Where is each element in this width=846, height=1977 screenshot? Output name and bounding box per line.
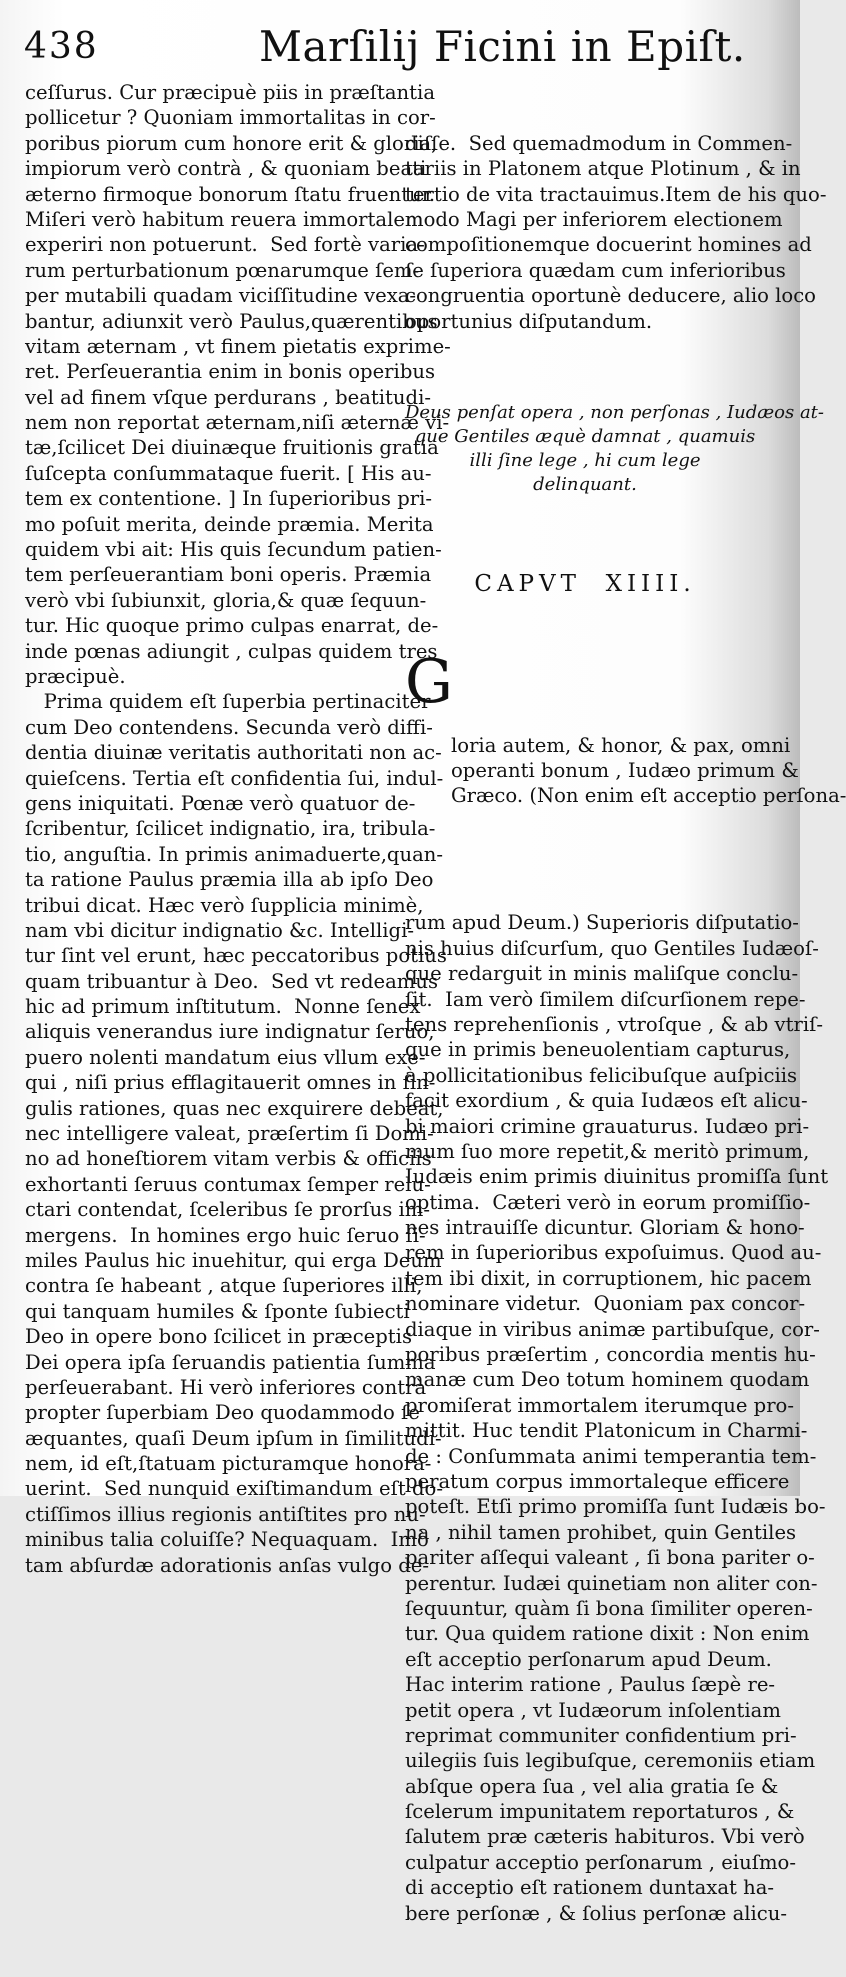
text-line: optima. Cæteri verò in eorum promiſſio- bbox=[405, 1190, 811, 1214]
text-line: facit exordium , & quia Iudæos eſt alicu- bbox=[405, 1089, 808, 1113]
text-line: Deus penſat opera , non perſonas , Iudæos at- bbox=[405, 401, 825, 423]
text-line: nec intelligere valeat, præſertim ſi Domi- bbox=[25, 1122, 434, 1146]
text-line: rum apud Deum.) Superioris diſputatio- bbox=[405, 911, 799, 935]
text-line: gulis rationes, quas nec exquirere debeat, bbox=[25, 1096, 444, 1120]
text-line: di acceptio eſt rationem duntaxat ha- bbox=[405, 1876, 775, 1900]
text-line: contra ſe habeant , atque ſuperiores illi, bbox=[25, 1274, 423, 1298]
text-line: ceſſurus. Cur præcipuè piis in præſtantia bbox=[25, 81, 435, 104]
text-line: Prima quidem eſt ſuperbia pertinaciter bbox=[25, 690, 431, 714]
text-line: tam abſurdæ adorationis anſas vulgo de- bbox=[25, 1553, 429, 1577]
text-line: Deo in opere bono ſcilicet in præceptis bbox=[25, 1325, 412, 1349]
text-line: Dei opera ipſa ſeruandis patientia ſumma bbox=[25, 1350, 436, 1374]
text-line: qui , niſi prius efflagitauerit omnes in ſin- bbox=[25, 1071, 436, 1095]
text-line: modo Magi per inferiorem electionem bbox=[405, 207, 783, 231]
text-line: per mutabili quadam viciſſitudine vexa- bbox=[25, 284, 417, 308]
text-line: pariter aſſequi valeant , ſi bona pariter o- bbox=[405, 1546, 815, 1570]
text-line: Miſeri verò habitum reuera immortalem bbox=[25, 207, 424, 231]
chapter-heading: CAPVT XIIII. bbox=[474, 570, 696, 597]
text-line: oportunius diſputandum. bbox=[405, 309, 653, 333]
text-line: tem perſeuerantiam boni operis. Præmia bbox=[25, 563, 432, 587]
text-line: tio, anguſtia. In primis animaduerte,quan- bbox=[25, 842, 444, 866]
text-line: à pollicitationibus felicibuſque auſpiciis bbox=[405, 1063, 798, 1087]
text-line: peratum corpus immortaleque efficere bbox=[405, 1469, 790, 1493]
text-line: que Gentiles æquè damnat , quamuis bbox=[414, 425, 756, 447]
text-line: nes intrauiſſe dicuntur. Gloriam & hono- bbox=[405, 1216, 805, 1240]
text-line: poribus piorum cum honore erit & gloria, bbox=[25, 131, 438, 155]
text-line: ſit. Iam verò ſimilem diſcurſionem repe- bbox=[405, 987, 806, 1011]
page-header bbox=[24, 22, 764, 82]
text-line: diſſe. Sed quemadmodum in Commen- bbox=[405, 131, 793, 155]
drop-cap-lines bbox=[405, 733, 846, 809]
text-line: nem non reportat æternam,niſi æternæ vi- bbox=[25, 411, 450, 435]
text-line: experiri non potuerunt. Sed fortè varia- bbox=[25, 233, 425, 257]
text-line: ctiſſimos illius regionis antiſtites pro nu- bbox=[25, 1502, 426, 1526]
text-line: que in primis beneuolentiam capturus, bbox=[405, 1038, 791, 1062]
text-line: puero nolenti mandatum eius vllum exe- bbox=[25, 1045, 426, 1069]
text-line: quieſcens. Tertia eſt confidentia ſui, indul- bbox=[25, 766, 444, 790]
text-line: hic ad primum inſtitutum. Nonne ſenex bbox=[25, 995, 421, 1019]
text-line: tur ſint vel erunt, hæc peccatoribus potius bbox=[25, 944, 447, 968]
text-line: tur. Qua quidem ratione dixit : Non enim bbox=[405, 1622, 810, 1646]
text-line: qui tanquam humiles & ſponte ſubiecti bbox=[25, 1299, 410, 1323]
text-line: ſequuntur, quàm ſi bona ſimiliter operen- bbox=[405, 1596, 813, 1620]
text-line: mo poſuit merita, deinde præmia. Merita bbox=[25, 512, 434, 536]
text-line: minibus talia coluiſſe? Nequaquam. Imò bbox=[25, 1528, 429, 1552]
text-line: loria autem, & honor, & pax, omni bbox=[451, 733, 791, 757]
text-line: præcipuè. bbox=[25, 664, 126, 688]
text-line: æterno firmoque bonorum ſtatu fruentur. bbox=[25, 182, 436, 206]
text-line: abſque opera ſua , vel alia gratia ſe & bbox=[405, 1774, 779, 1798]
text-line: tem ibi dixit, in corruptionem, hic pacem bbox=[405, 1266, 812, 1290]
text-line: tur. Hic quoque primo culpas enarrat, de- bbox=[25, 614, 439, 638]
chapter-argument bbox=[405, 401, 825, 497]
text-line: rem in ſuperioribus expoſuimus. Quod au- bbox=[405, 1241, 822, 1265]
text-line: Græco. (Non enim eſt acceptio perſona- bbox=[451, 784, 846, 808]
chapter-first-paragraph bbox=[405, 647, 846, 859]
text-line: inde pœnas adiungit , culpas quidem tres bbox=[25, 639, 438, 663]
text-line: culpatur acceptio perſonarum , eiuſmo- bbox=[405, 1850, 796, 1874]
text-line: mum ſuo more repetit,& meritò primum, bbox=[405, 1139, 810, 1163]
text-line: ſuſcepta conſummataque fuerit. [ His au- bbox=[25, 461, 432, 485]
right-column-continuation bbox=[405, 131, 827, 334]
text-line: nem, id eſt,ſtatuam picturamque honora- bbox=[25, 1452, 432, 1476]
text-line: petit opera , vt Iudæorum inſolentiam bbox=[405, 1698, 781, 1722]
running-title: Marſilij Ficini in Epiſt. bbox=[259, 22, 746, 71]
text-line: mergens. In homines ergo huic ſeruo ſi- bbox=[25, 1223, 426, 1247]
text-line: reprimat communiter confidentium pri- bbox=[405, 1723, 797, 1747]
text-line: ret. Perſeuerantia enim in bonis operibus bbox=[25, 360, 436, 384]
text-line: nam vbi dicitur indignatio &c. Intelligi- bbox=[25, 918, 414, 942]
text-line: perſeuerabant. Hi verò inferiores contrà bbox=[25, 1375, 427, 1399]
text-line: manæ cum Deo totum hominem quodam bbox=[405, 1368, 810, 1392]
text-line: de : Conſummata animi temperantia tem- bbox=[405, 1444, 817, 1468]
text-line: ſcelerum impunitatem reportaturos , & bbox=[405, 1800, 795, 1824]
text-line: cum Deo contendens. Secunda verò diffi- bbox=[25, 715, 433, 739]
drop-cap-initial: G bbox=[405, 647, 453, 718]
text-line: congruentia oportunè deducere, alio loco bbox=[405, 284, 816, 308]
text-line: tens reprehenſionis , vtroſque , & ab vtriſ- bbox=[405, 1012, 823, 1036]
text-line: mittit. Huc tendit Platonicum in Charmi- bbox=[405, 1419, 808, 1443]
text-line: tem ex contentione. ] In ſuperioribus pri- bbox=[25, 487, 433, 511]
text-line: no ad honeſtiorem vitam verbis & officiis bbox=[25, 1147, 432, 1171]
text-line: ta ratione Paulus præmia illa ab ipſo Deo bbox=[25, 868, 434, 892]
right-text-column bbox=[405, 80, 846, 1977]
left-text-column bbox=[25, 80, 451, 1578]
text-line: aliquis venerandus iure indignatur ſeruo, bbox=[25, 1020, 435, 1044]
text-line: ſcribentur, ſcilicet indignatio, ira, tribula- bbox=[25, 817, 436, 841]
text-line: Hac interim ratione , Paulus ſæpè re- bbox=[405, 1673, 776, 1697]
text-line: dentia diuinæ veritatis authoritati non ac- bbox=[25, 741, 442, 765]
text-line: exhortanti ſeruus contumax ſemper relu- bbox=[25, 1172, 431, 1196]
text-line: promiſerat immortalem iterumque pro- bbox=[405, 1393, 794, 1417]
text-line: bi maiori crimine grauaturus. Iudæo pri- bbox=[405, 1114, 810, 1138]
text-line: ſalutem præ cæteris habituros. Vbi verò bbox=[405, 1825, 805, 1849]
text-line: tæ,ſcilicet Dei diuinæque fruitionis gratia bbox=[25, 436, 439, 460]
text-line: tertio de vita tractauimus.Item de his quo- bbox=[405, 182, 827, 206]
text-line: bere perſonæ , & ſolius perſonæ alicu- bbox=[405, 1901, 788, 1925]
text-line: delinquant. bbox=[533, 473, 637, 495]
text-line: tariis in Platonem atque Plotinum , & in bbox=[405, 157, 801, 181]
text-line: poteſt. Etſi primo promiſſa ſunt Iudæis bo- bbox=[405, 1495, 826, 1519]
text-line: æquantes, quaſi Deum ipſum in ſimilitudi- bbox=[25, 1426, 442, 1450]
text-line: eſt acceptio perſonarum apud Deum. bbox=[405, 1647, 772, 1671]
text-line: verò vbi ſubiunxit, gloria,& quæ ſequun- bbox=[25, 588, 427, 612]
text-line: ſe ſuperiora quædam cum inferioribus bbox=[405, 258, 786, 282]
text-line: uilegiis ſuis legibuſque, ceremoniis etiam bbox=[405, 1749, 816, 1773]
text-line: ctari contendat, ſceleribus ſe prorſus im- bbox=[25, 1198, 430, 1222]
text-line: operanti bonum , Iudæo primum & bbox=[451, 758, 799, 782]
text-line: compoſitionemque docuerint homines ad bbox=[405, 233, 812, 257]
text-line: uerint. Sed nunquid exiſtimandum eſt do- bbox=[25, 1477, 443, 1501]
text-line: gens iniquitati. Pœnæ verò quatuor de- bbox=[25, 791, 416, 815]
page-number: 438 bbox=[24, 26, 99, 67]
text-line: nis huius diſcurſum, quo Gentiles Iudæoſ- bbox=[405, 936, 819, 960]
text-line: vitam æternam , vt finem pietatis exprime- bbox=[25, 334, 451, 358]
text-line: illi ſine lege , hi cum lege bbox=[469, 449, 701, 471]
chapter-body bbox=[405, 910, 829, 1926]
text-line: Iudæis enim primis diuinitus promiſſa ſunt bbox=[405, 1165, 829, 1189]
text-line: que redarguit in minis maliſque conclu- bbox=[405, 962, 799, 986]
text-line: quam tribuantur à Deo. Sed vt redeamus bbox=[25, 969, 439, 993]
text-line: rum perturbationum pœnarumque ſem- bbox=[25, 258, 420, 282]
text-line: impiorum verò contrà , & quoniam beati bbox=[25, 157, 427, 181]
text-line: na , nihil tamen prohibet, quin Gentiles bbox=[405, 1520, 797, 1544]
text-line: vel ad finem vſque perdurans , beatitudi- bbox=[25, 385, 431, 409]
text-line: perentur. Iudæi quinetiam non aliter con- bbox=[405, 1571, 818, 1595]
text-line: propter ſuperbiam Deo quodammodo ſe bbox=[25, 1401, 420, 1425]
text-line: quidem vbi ait: His quis ſecundum patien- bbox=[25, 538, 442, 562]
text-line: miles Paulus hic inuehitur, qui erga Deum bbox=[25, 1248, 442, 1272]
text-line: bantur, adiunxit verò Paulus,quærentibus bbox=[25, 309, 438, 333]
text-line: pollicetur ? Quoniam immortalitas in cor- bbox=[25, 106, 436, 130]
text-line: tribui dicat. Hæc verò ſupplicia minimè, bbox=[25, 893, 424, 917]
text-line: nominare videtur. Quoniam pax concor- bbox=[405, 1292, 806, 1316]
text-line: diaque in viribus animæ partibuſque, cor- bbox=[405, 1317, 820, 1341]
text-line: poribus præſertim , concordia mentis hu- bbox=[405, 1343, 816, 1367]
